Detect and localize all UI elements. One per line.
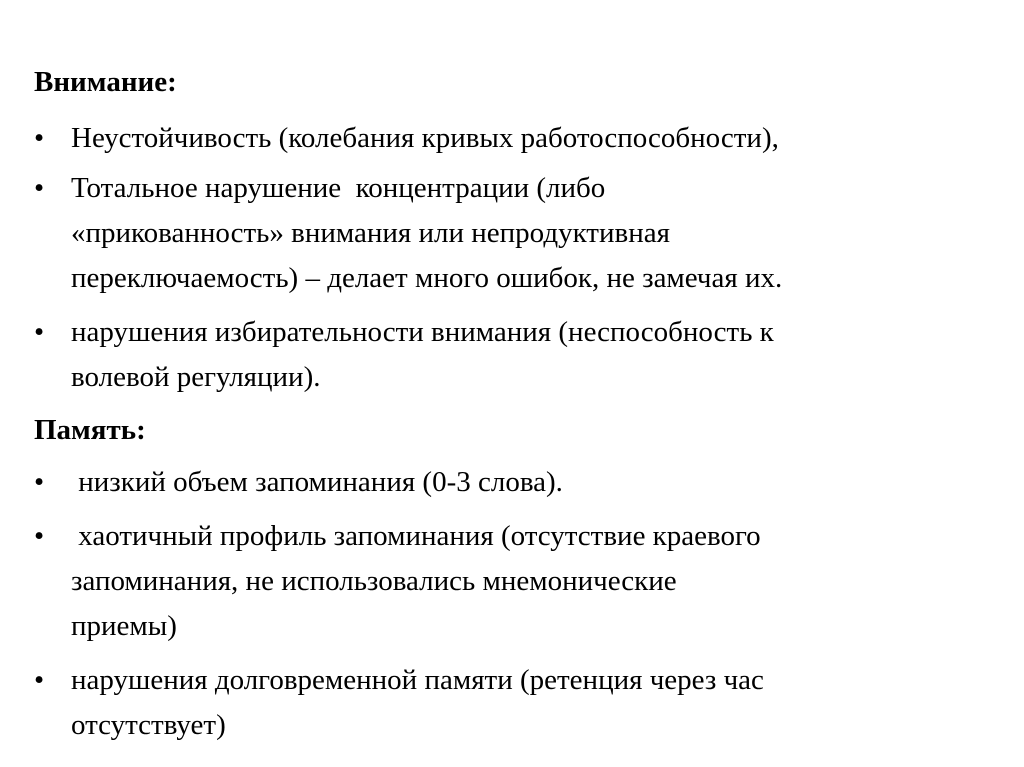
line: запоминания, не использовались мнемонические bbox=[71, 565, 677, 597]
bullet-marker: • bbox=[34, 122, 45, 154]
bullet-marker: • bbox=[34, 664, 45, 696]
memory-item-3-text bbox=[71, 658, 994, 748]
bullet-marker: • bbox=[34, 172, 45, 204]
attention-item-3-text bbox=[71, 310, 994, 400]
memory-item-3 bbox=[34, 658, 994, 748]
line: переключаемость) – делает много ошибок, не замечая их. bbox=[71, 262, 783, 294]
memory-item-1 bbox=[34, 460, 994, 505]
bullet-marker: • bbox=[34, 466, 45, 498]
line: приемы) bbox=[71, 610, 177, 642]
attention-heading: Внимание: bbox=[34, 66, 177, 98]
line: Тотальное нарушение концентрации (либо bbox=[71, 172, 606, 204]
attention-item-1 bbox=[34, 116, 994, 161]
attention-item-1-text bbox=[71, 116, 994, 161]
line: Неустойчивость (колебания кривых работоспособности), bbox=[71, 122, 779, 154]
line: низкий объем запоминания (0-3 слова). bbox=[71, 466, 563, 498]
line: нарушения избирательности внимания (неспособность к bbox=[71, 316, 774, 348]
memory-item-2 bbox=[34, 514, 994, 649]
memory-item-2-text bbox=[71, 514, 994, 649]
bullet-marker: • bbox=[34, 520, 45, 552]
line: хаотичный профиль запоминания (отсутствие краевого bbox=[71, 520, 761, 552]
attention-item-3 bbox=[34, 310, 994, 400]
attention-item-2-text bbox=[71, 166, 994, 301]
memory-item-1-text bbox=[71, 460, 994, 505]
memory-heading: Память: bbox=[34, 414, 146, 446]
bullet-marker: • bbox=[34, 316, 45, 348]
line: «прикованность» внимания или непродуктивная bbox=[71, 217, 670, 249]
line: отсутствует) bbox=[71, 709, 226, 741]
line: волевой регуляции). bbox=[71, 361, 321, 393]
line: нарушения долговременной памяти (ретенция через час bbox=[71, 664, 764, 696]
attention-item-2 bbox=[34, 166, 994, 301]
